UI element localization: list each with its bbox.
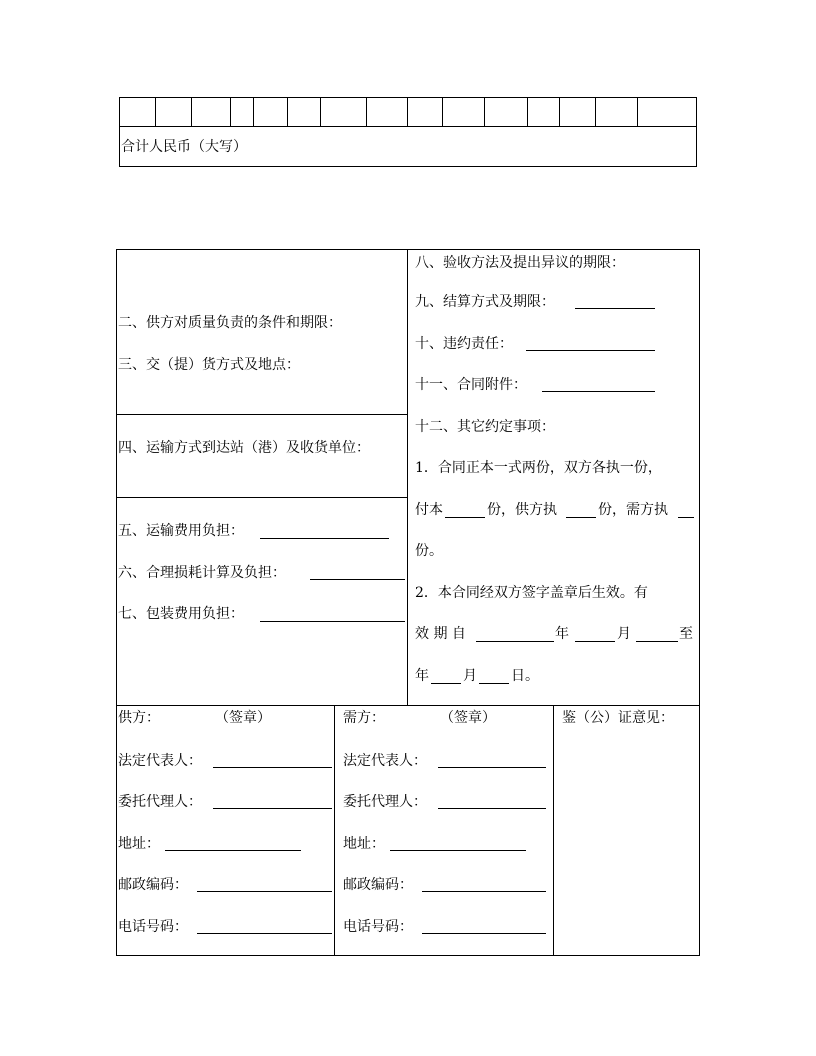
clause-2-year: 年 <box>555 626 569 642</box>
clause-2-line-1: 2．本合同经双方签字盖章后生效。有 <box>415 585 648 601</box>
supplier-postcode-label: 邮政编码： <box>118 877 188 893</box>
transport-cost-blank[interactable] <box>260 538 389 539</box>
clause-2-end-day: 日。 <box>511 668 539 684</box>
supplier-legal-rep-field[interactable] <box>213 767 332 768</box>
clause-annex-label: 十一、合同附件： <box>415 377 527 393</box>
supplier-phone-label: 电话号码： <box>118 919 188 935</box>
supplier-address-field[interactable] <box>165 850 301 851</box>
clause-2-validity-from: 效 期 自 <box>415 626 466 642</box>
clause-delivery-method: 三、交（提）货方式及地点： <box>118 357 300 373</box>
buyer-address-label: 地址： <box>343 836 385 852</box>
table-col-divider <box>320 97 321 127</box>
clause-1-end: 份。 <box>415 543 443 559</box>
supplier-legal-rep-label: 法定代表人： <box>118 753 202 769</box>
clause-1-buyer-text: 份，需方执 <box>598 502 668 518</box>
table-col-divider <box>366 97 367 127</box>
terms-border-top <box>116 249 700 250</box>
table-col-divider <box>595 97 596 127</box>
terms-middle-divider <box>407 249 408 705</box>
terms-border-left <box>116 249 117 956</box>
table-col-divider <box>287 97 288 127</box>
validity-end-month-blank[interactable] <box>431 683 461 684</box>
clause-2-to: 至 <box>679 626 693 642</box>
annex-blank[interactable] <box>542 391 655 392</box>
table-col-divider <box>559 97 560 127</box>
terms-left-row-divider <box>116 414 408 415</box>
buyer-title: 需方： <box>343 710 385 726</box>
buyer-postcode-field[interactable] <box>422 891 546 892</box>
supplier-postcode-field[interactable] <box>197 891 332 892</box>
table-col-divider <box>191 97 192 127</box>
clause-2-end-year: 年 <box>415 668 429 684</box>
supplier-copies-blank[interactable] <box>566 517 596 518</box>
clause-2-month: 月 <box>617 626 631 642</box>
clause-transport-cost-label: 五、运输费用负担： <box>118 523 244 539</box>
supplier-seal: （签章） <box>215 710 271 726</box>
signature-col-divider <box>334 705 335 956</box>
table-col-divider <box>253 97 254 127</box>
table-col-divider <box>230 97 231 127</box>
table-border-left <box>119 97 120 167</box>
clause-acceptance-method: 八、验收方法及提出异议的期限： <box>415 255 625 271</box>
signature-col-divider <box>553 705 554 956</box>
clause-1-supplier-text: 份，供方执 <box>487 502 557 518</box>
packaging-cost-blank[interactable] <box>260 621 405 622</box>
clause-other-terms: 十二、其它约定事项： <box>415 419 555 435</box>
buyer-phone-field[interactable] <box>422 933 546 934</box>
supplier-phone-field[interactable] <box>197 933 332 934</box>
supplier-title: 供方： <box>118 710 160 726</box>
notary-opinion-title: 鉴（公）证意见： <box>562 710 674 726</box>
signature-section-top <box>116 705 700 706</box>
clause-transport-method: 四、运输方式到达站（港）及收货单位： <box>118 440 370 456</box>
supplier-agent-label: 委托代理人： <box>118 794 202 810</box>
buyer-legal-rep-field[interactable] <box>438 767 546 768</box>
copies-count-blank[interactable] <box>445 517 485 518</box>
clause-breach-label: 十、违约责任： <box>415 336 513 352</box>
table-col-divider <box>637 97 638 127</box>
table-col-divider <box>442 97 443 127</box>
buyer-address-field[interactable] <box>390 850 526 851</box>
terms-border-bottom <box>116 955 700 956</box>
supplier-address-label: 地址： <box>118 836 160 852</box>
table-col-divider <box>484 97 485 127</box>
table-border-right <box>696 97 697 167</box>
table-border-top <box>119 97 697 98</box>
settlement-blank[interactable] <box>575 308 655 309</box>
clause-2-end-month: 月 <box>463 668 477 684</box>
table-border-bottom <box>119 166 697 167</box>
buyer-legal-rep-label: 法定代表人： <box>343 753 427 769</box>
clause-packaging-cost-label: 七、包装费用负担： <box>118 606 244 622</box>
table-col-divider <box>155 97 156 127</box>
buyer-postcode-label: 邮政编码： <box>343 877 413 893</box>
loss-calculation-blank[interactable] <box>310 579 405 580</box>
clause-settlement-label: 九、结算方式及期限： <box>415 294 555 310</box>
buyer-copies-blank[interactable] <box>678 517 694 518</box>
clause-1-line-1: 1．合同正本一式两份，双方各执一份， <box>415 460 662 476</box>
terms-left-row-divider <box>116 497 408 498</box>
validity-end-day-blank[interactable] <box>479 683 509 684</box>
table-col-divider <box>407 97 408 127</box>
buyer-agent-field[interactable] <box>438 808 546 809</box>
table-col-divider <box>527 97 528 127</box>
buyer-seal: （签章） <box>440 710 496 726</box>
validity-start-year-blank[interactable] <box>476 641 554 642</box>
buyer-phone-label: 电话号码： <box>343 919 413 935</box>
clause-loss-calculation-label: 六、合理损耗计算及负担： <box>118 565 286 581</box>
clause-1-copies-text: 付本 <box>415 502 443 518</box>
clause-quality-conditions: 二、供方对质量负责的条件和期限： <box>118 315 342 331</box>
validity-start-month-blank[interactable] <box>575 641 615 642</box>
table-row-divider <box>119 126 697 127</box>
supplier-agent-field[interactable] <box>213 808 332 809</box>
validity-start-day-blank[interactable] <box>636 641 678 642</box>
total-rmb-label: 合计人民币（大写） <box>121 139 247 155</box>
breach-blank[interactable] <box>526 350 655 351</box>
terms-border-right <box>699 249 700 956</box>
buyer-agent-label: 委托代理人： <box>343 794 427 810</box>
